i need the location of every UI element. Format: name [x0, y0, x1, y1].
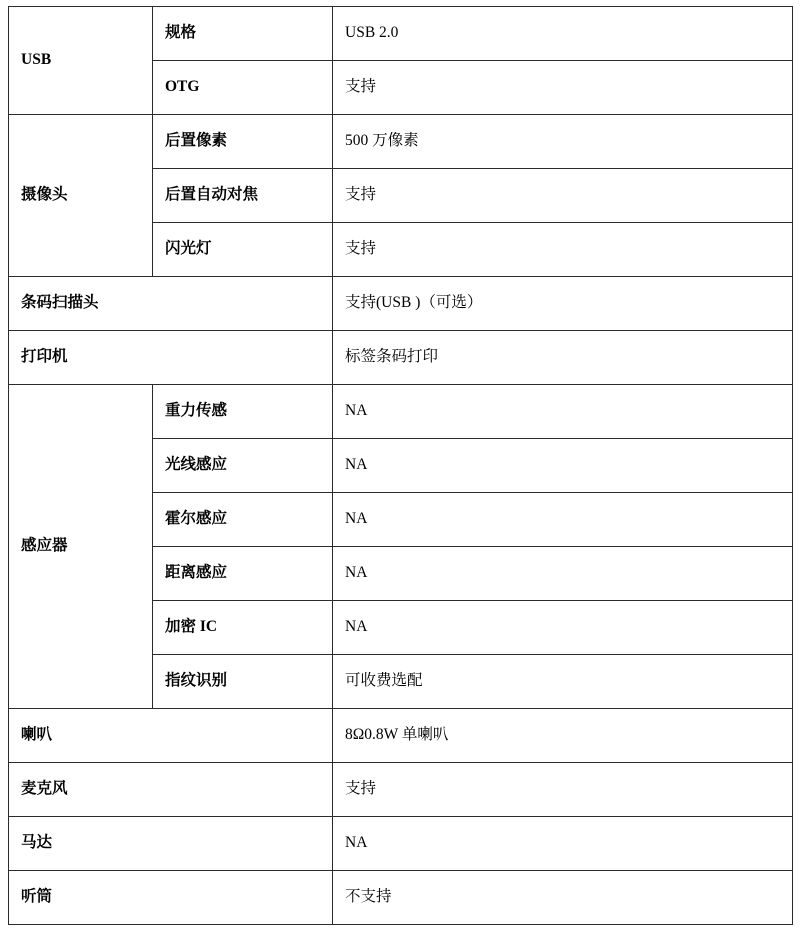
value-cell-camera-autofocus: 支持: [333, 169, 793, 223]
item-cell-camera-flash: 闪光灯: [153, 223, 333, 277]
item-cell-sensor-hall: 霍尔感应: [153, 493, 333, 547]
item-cell-sensor-gravity: 重力传感: [153, 385, 333, 439]
item-cell-sensor-light: 光线感应: [153, 439, 333, 493]
value-cell-camera-pixels: 500 万像素: [333, 115, 793, 169]
specification-table: [8, 6, 793, 925]
value-cell-speaker: 8Ω0.8W 单喇叭: [333, 709, 793, 763]
category-cell-motor: 马达: [9, 817, 333, 871]
item-cell-sensor-encryption-ic: 加密 IC: [153, 601, 333, 655]
category-cell-barcode-scanner: 条码扫描头: [9, 277, 333, 331]
value-cell-sensor-light: NA: [333, 439, 793, 493]
category-cell-camera: 摄像头: [9, 115, 153, 277]
value-cell-sensor-hall: NA: [333, 493, 793, 547]
value-cell-earpiece: 不支持: [333, 871, 793, 925]
item-cell-sensor-proximity: 距离感应: [153, 547, 333, 601]
item-cell-sensor-fingerprint: 指纹识别: [153, 655, 333, 709]
table-row: [9, 709, 793, 763]
category-cell-microphone: 麦克风: [9, 763, 333, 817]
value-cell-sensor-encryption-ic: NA: [333, 601, 793, 655]
value-cell-barcode-scanner: 支持(USB )（可选）: [333, 277, 793, 331]
item-cell-usb-otg: OTG: [153, 61, 333, 115]
table-row: [9, 385, 793, 439]
value-cell-sensor-proximity: NA: [333, 547, 793, 601]
value-cell-printer: 标签条码打印: [333, 331, 793, 385]
value-cell-sensor-fingerprint: 可收费选配: [333, 655, 793, 709]
table-row: [9, 115, 793, 169]
value-cell-usb-otg: 支持: [333, 61, 793, 115]
category-cell-usb: USB: [9, 7, 153, 115]
table-row: [9, 817, 793, 871]
table-row: [9, 277, 793, 331]
value-cell-camera-flash: 支持: [333, 223, 793, 277]
table-row: [9, 871, 793, 925]
value-cell-sensor-gravity: NA: [333, 385, 793, 439]
table-row: [9, 7, 793, 61]
category-cell-sensors: 感应器: [9, 385, 153, 709]
value-cell-usb-spec: USB 2.0: [333, 7, 793, 61]
value-cell-microphone: 支持: [333, 763, 793, 817]
item-cell-camera-pixels: 后置像素: [153, 115, 333, 169]
category-cell-speaker: 喇叭: [9, 709, 333, 763]
category-cell-earpiece: 听筒: [9, 871, 333, 925]
specification-table-body: [9, 7, 793, 925]
item-cell-usb-spec: 规格: [153, 7, 333, 61]
table-row: [9, 331, 793, 385]
category-cell-printer: 打印机: [9, 331, 333, 385]
table-row: [9, 763, 793, 817]
value-cell-motor: NA: [333, 817, 793, 871]
item-cell-camera-autofocus: 后置自动对焦: [153, 169, 333, 223]
